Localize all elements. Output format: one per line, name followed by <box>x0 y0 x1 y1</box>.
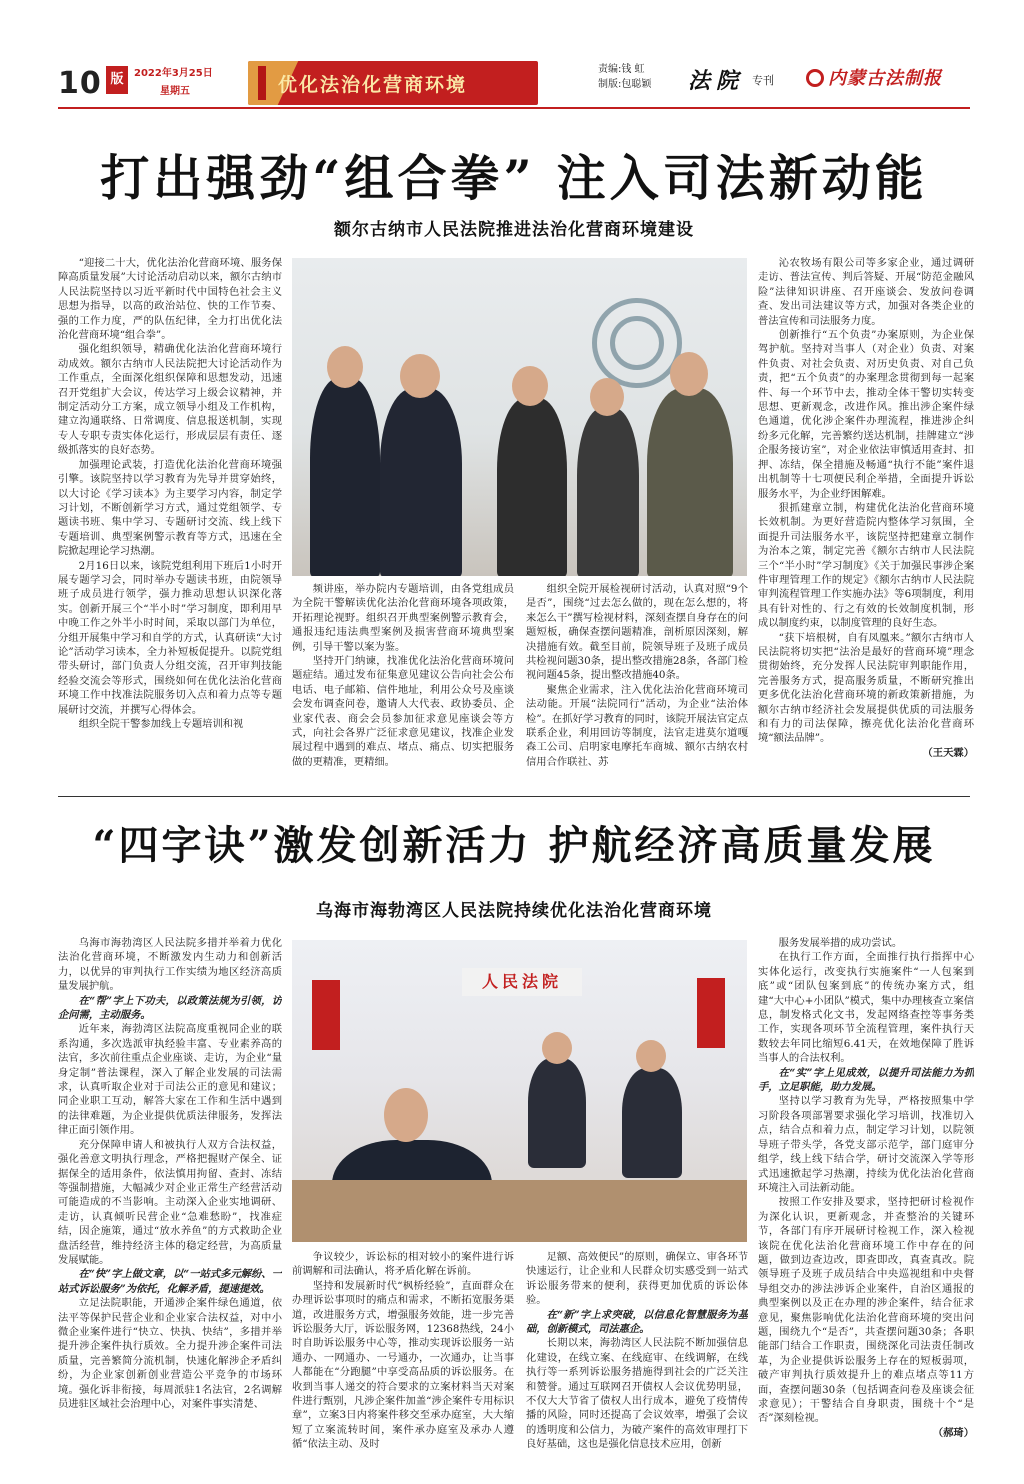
page-number: 10 <box>58 66 102 101</box>
person-head <box>636 1040 666 1072</box>
body-paragraph: 在执行工作方面，全面推行执行指挥中心实体化运行，改变执行实施案件“一人包案到底”或“团队包案到底”的传统办案方式，组建“大中心+小团队”模式，集中办理核查立案信息，制发格式化文书，发起网络查控等事务类工作，实现各项环节全流程管理，案件执行天数较去年同比缩短6.41天，在效地保障了胜诉当事人的合法权利。 <box>758 951 974 1065</box>
banner-tick <box>258 66 266 100</box>
body-paragraph: 足额、高效便民”的原则，确保立、审各环节快速运行，让企业和人民群众切实感受到一站式诉讼服务带来的便利，获得更加优质的诉讼体验。 <box>526 1251 748 1307</box>
person <box>310 378 380 576</box>
article1-column-4 <box>758 256 974 796</box>
person <box>497 398 567 576</box>
conference-table <box>292 1180 747 1242</box>
newspaper-logo <box>806 64 942 90</box>
person <box>577 408 639 576</box>
person-head <box>327 346 363 388</box>
court-sign: 人民法院 <box>462 968 582 996</box>
article2-subtitle: 乌海市海勃湾区人民法院持续优化法治化营商环境 <box>316 901 712 921</box>
body-paragraph: 坚持以学习教育为先导，严格按照集中学习阶段各项部署要求强化学习培训，找准切入点，结合点和着力点，制定学习计划，以院领导班子带头学，各党支部示范学，部门庭审分组学，线上线下结合学，研讨交流深入学等形式迅速掀起学习热潮，持续为优化法治化营商环境注入司法新动能。 <box>758 1095 974 1194</box>
body-paragraph: 沁农牧场有限公司等多家企业，通过调研走访、普法宣传、判后答疑、开展“防范金融风险”法律知识讲座、召开座谈会、发放问卷调查、发出司法建议等方式，加强对各类企业的普法宣传和司法服务力度。 <box>758 257 974 327</box>
body-paragraph: 组织全院干警参加线上专题培训和视 <box>78 718 244 730</box>
body-paragraph: 2月16日以来，该院党组利用下班后1小时开展专题学习会，同时举办专题读书班，由院领导班子成员进行领学，强力推动思想认识深化落实。创新开展三个“半小时”学习制度，即利用早中晚工作之外半小时时间，采取以部门为单位，分组开展集中学习和自学的方式，认真研读“大讨论”活动学习读本，全力补短板促提升。以院党组带头研讨，部门负责人分组交流，召开审判技能经验交流会等形式，围绕如何在优化法治化营商环境工作中找准法院服务切入点和着力点等专题展研讨交流，并撰写心得体会。 <box>58 559 282 716</box>
flag <box>697 978 725 1048</box>
body-paragraph: 狠抓建章立制，构建优化法治化营商环境长效机制。为更好营造院内整体学习氛围，全面提升司法服务水平，该院坚持把建章立制作为治本之策，制定完善《额尔古纳市人民法院三个“半小时”学习制度》《关于加强民事涉企案件审理管理工作的规定》《额尔古纳市人民法院审判流程管理工作实施办法》等6项制度，利用具有针对性的、行之有效的长效制度机制，形成以制度约束，以制度管理的良好生态。 <box>758 501 974 630</box>
body-paragraph: “获下培根树，自有凤凰来。”额尔古纳市人民法院将切实把“法治是最好的营商环境”理念贯彻始终，充分发挥人民法院审判职能作用，完善服务方式，提高服务质量，不断研究推出更多优化法治化营商环境的新政策新措施，为额尔古纳市经济社会发展提供优质的司法服务和有力的司法保障，擦亮优化法治化营商环境“额法品牌”。 <box>758 631 974 745</box>
article1-column-2 <box>292 582 514 794</box>
body-paragraph: 乌海市海勃湾区人民法院多措并举着力优化法治化营商环境，不断激发内生动力和创新活力，以优异的审判执行工作实绩为地区经济高质量发展护航。 <box>58 937 282 993</box>
body-paragraph: 组织全院开展检视研讨活动，认真对照“9个是否”，围绕“过去怎么做的，现在怎么想的，将来怎么干”撰写检视材料，深刻查摆自身存在的问题短板，确保查摆问题精准，剖析原因深刻，解决措施有效。截至目前，院领导班子及班子成员共检视问题30条，提出整改措施28条，各部门检视问题45条，提出整改措施40条。 <box>526 583 748 682</box>
body-paragraph: 立足法院职能，开通涉企案件绿色通道，依法平等保护民营企业和企业家合法权益，对中小微企业案件进行“快立、快执、快结”，多措并举提升涉企案件执行质效。全力提升涉企案件司法质量，完善繁简分流机制，快速化解涉企矛盾纠纷，为企业家创新创业营造公平竞争的市场环境。强化诉非衔接，每周派驻1名法官，2名调解员进驻区域社会治理中心，对案件事实清楚、 <box>58 1297 282 1410</box>
flag <box>312 980 340 1050</box>
section-lead-paragraph: 在“实”字上见成效，以提升司法能力为抓手，立足职能，助力发展。 <box>758 1066 974 1094</box>
author-signature: （王天霖） <box>922 746 974 759</box>
article2-column-4 <box>758 936 974 1484</box>
section-banner <box>248 61 538 105</box>
wall-mural <box>610 316 664 370</box>
body-paragraph: 近年来，海勃湾区法院高度重视同企业的联系沟通，多次选派审执经验丰富、专业素养高的法官，多次前往重点企业座谈、走访，为企业“量身定制”普法课程，深入了解企业发展的司法需求，认真听取企业对于司法公正的意见和建议；同企业职工互动，解答大家在工作和生活中遇到的法律难题，为企业提供优质法律服务，发挥法律正面引领作用。 <box>58 1023 282 1137</box>
body-paragraph: 频讲座，举办院内专题培训，由各党组成员为全院干警解读优化法治化营商环境各项政策，开拓理论视野。组织召开典型案例警示教育会，通报违纪违法典型案例及损害营商环境典型案例，引导干警以案为鉴。 <box>292 583 514 653</box>
article1-column-3 <box>526 582 748 794</box>
article1-title: 打出强劲“组合拳” 注入司法新动能 <box>100 149 928 207</box>
body-paragraph: 加强理论武装，打造优化法治化营商环境强引擎。该院坚持以学习教育为先导并贯穿始终，以大讨论《学习读本》为主要学习内容，制定学习计划，不断创新学习方式，通过党组领学、专题读书班、集中学习、专题研讨交流、线上线下专题培训、典型案例警示教育等方式，迅速在全院掀起理论学习热潮。 <box>58 458 282 558</box>
article2-photo <box>292 940 747 1242</box>
person <box>647 388 733 576</box>
body-paragraph: 长期以来，海勃湾区人民法院不断加强信息化建设，在线立案、在线庭审、在线调解，在线执行等一系列诉讼服务措施得到社会的广泛关注和赞誉。通过互联网召开债权人会议优势明显，不仅大大节省了债权人出行成本，避免了疫情传播的风险，同时还提高了会议效率，增强了会议的透明度和公信力，为破产案件的高效审理打下良好基础，这也是强化信息技术应用，创新 <box>526 1337 748 1451</box>
person <box>380 388 462 576</box>
layout-line: 制版:包聪颖 <box>598 79 652 90</box>
issue-date: 2022年3月25日 <box>134 68 213 79</box>
issue-weekday: 星期五 <box>160 86 190 97</box>
body-paragraph: 坚持和发展新时代“枫桥经验”，直面群众在办理诉讼事项时的痛点和需求，不断拓宽服务渠道，改进服务方式，增强服务效能，进一步完善诉讼服务大厅，诉讼服务网，12368热线，24小时自助诉讼服务中心等，推动实现诉讼服务一站通办、一网通办、一号通办，一次通办，让当事人都能在“分跑腿”中享受高品质的诉讼服务。在收到当事人递交的符合要求的立案材料当天对案件进行甄别，凡涉企案件加盖“涉企案件专用标识章”，立案3日内将案件移交至承办庭室，大大缩短了立案流转时间，案件承办庭室及承办人遵循“依法主动、及时 <box>292 1279 514 1451</box>
article2-column-1 <box>58 936 282 1484</box>
body-paragraph: 争议较少，诉讼标的相对较小的案件进行诉前调解和司法确认，将矛盾化解在诉前。 <box>292 1251 514 1278</box>
person-head <box>384 1088 428 1142</box>
author-signature: （郝琦） <box>932 1426 974 1439</box>
body-paragraph: 坚持开门纳谏，找准优化法治化营商环境问题症结。通过发布征集意见建议公告向社会公布电话、电子邮箱、信件地址，利用公众号及座谈会发布调查问卷，邀请人大代表、政协委员、企业家代表、商会会员参加征求意见座谈会等方式，向社会各界广泛征求意见建议，找准企业发展过程中遇到的难点、堵点、痛点、切实把服务做的更精准，更精细。 <box>292 655 514 768</box>
person-head <box>542 1032 572 1064</box>
section-lead-paragraph: 在“新”字上求突破，以信息化智慧服务为基础，创新模式，司法惠企。 <box>526 1308 748 1336</box>
article1-column-1 <box>58 256 282 796</box>
section-lead-paragraph: 在“快”字上做文章，以“一站式多元解纷、一站式诉讼服务”为依托，化解矛盾，提速提效。 <box>58 1268 282 1295</box>
body-paragraph: 创新推行“五个负责”办案原则，为企业保驾护航。坚持对当事人（对企业）负责、对案件负责、对社会负责、对历史负责、对自己负责，把“五个负责”的办案理念贯彻到每一起案件、每一个环节中去，推动全体干警切实转变思想、更新观念，改进作风。推出涉企案件绿色通道，优化涉企案件办理流程，推进涉企纠纷多元化解，完善繁约送达机制，挂牌建立“涉企服务接访室”，对企业依法审慎适用查封、扣押、冻结，保全措施及畅通“执行不能”案件退出机制等十七项便民利企举措，全面提升诉讼服务水平，为企业纾困解难。 <box>758 329 974 500</box>
body-paragraph: 服务发展举措的成功尝试。 <box>778 937 903 949</box>
body-paragraph: 强化组织领导，精确优化法治化营商环境行动成效。额尔古纳市人民法院把大讨论活动作为工作重点，全面深化组织保障和思想发动，迅速召开党组扩大会议，传达学习上级会议精神，并制定活动分工方案，成立领导小组及工作机构，建立沟通联络、日常调度、信息报送机制，实现专人专职专责实体化运行，形成层层有责任、逐级抓落实的良好态势。 <box>58 343 282 457</box>
person-head <box>590 378 624 416</box>
top-rule <box>58 107 970 109</box>
section-lead-paragraph: 在“帮”字上下功夫，以政策法规为引领，访企问需，主动服务。 <box>58 994 282 1022</box>
section-title: 优化法治化营商环境 <box>278 74 468 96</box>
editor-credits <box>598 62 651 92</box>
newspaper-name: 内蒙古法制报 <box>828 68 942 89</box>
person <box>528 1058 586 1168</box>
fayuan-wordmark: 法院 <box>688 68 745 94</box>
article2-column-3 <box>526 1250 748 1484</box>
newspaper-logo-icon <box>806 69 824 87</box>
body-paragraph: 充分保障申请人和被执行人双方合法权益，强化善意文明执行理念，严格把握财产保全、证据保全的适用条件，依法慎用拘留、查封、冻结等强制措施，大幅减少对企业正常生产经营活动可能造成的不当影响。主动深入企业实地调研、走访，认真倾听民营企业“急难愁盼”，找准症结，因企施策，通过“放水养鱼”的方式救助企业盘活经营，维持经济主体的稳定经营，为高质量发展赋能。 <box>58 1138 282 1266</box>
article1-subtitle: 额尔古纳市人民法院推进法治化营商环境建设 <box>334 220 694 240</box>
body-paragraph: 聚焦企业需求，注入优化法治化营商环境司法动能。开展“法院同行”活动，为企业“法治体检”。在抓好学习教育的同时，该院开展法官定点联系企业，利用回访等制度，法官走进莫尔道嘎森工公司、启明家电摩托车商城、额尔古纳农村信用合作联社、苏 <box>526 683 748 768</box>
article2-column-2 <box>292 1250 514 1484</box>
editor-line: 责编:钱 虹 <box>598 64 645 75</box>
person-head <box>512 366 548 406</box>
person <box>622 1068 682 1178</box>
zhuankan-label: 专刊 <box>752 74 774 87</box>
person-head <box>670 352 708 396</box>
ban-badge: 版 <box>106 66 128 94</box>
body-paragraph: 按照工作安排及要求，坚持把研讨检视作为深化认识，更新观念，并查整治的关键环节，各部门有序开展研讨检视工作，深入检视该院在优化法治化营商环境工作中存在的问题，做到边查边改，即查即改，真查真改。院领导班子及班子成员结合中央巡视组和中央督导组交办的涉法涉诉企业案件，自治区通报的典型案例以及正在办理的涉企案件，结合征求意见，聚焦影响优化法治化营商环境的突出问题，围绕九个“是否”，共查摆问题30条；各职能部门结合工作职责，围绕深化司法责任制改革，为企业提供诉讼服务上存在的短板弱项，破产审判执行质效提升上的难点堵点等11方面，查摆问题30条（包括调查问卷及座谈会征求意见）；干警结合自身职责，围绕十个“是否”深刻检视。 <box>758 1196 974 1425</box>
article2-title: “四字诀”激发创新活力 护航经济高质量发展 <box>92 822 936 869</box>
article-divider <box>58 796 970 797</box>
person-head <box>400 354 440 398</box>
article1-photo <box>292 258 747 576</box>
body-paragraph: “迎接二十大，优化法治化营商环境、服务保障高质量发展”大讨论活动启动以来，额尔古纳市人民法院坚持以习近平新时代中国特色社会主义思想为指导，以高的政治站位、快的工作节奏、强的工作力度，严的队伍纪律，全力打出优化法治化营商环境“组合拳”。 <box>58 257 282 342</box>
masthead <box>0 0 1024 112</box>
